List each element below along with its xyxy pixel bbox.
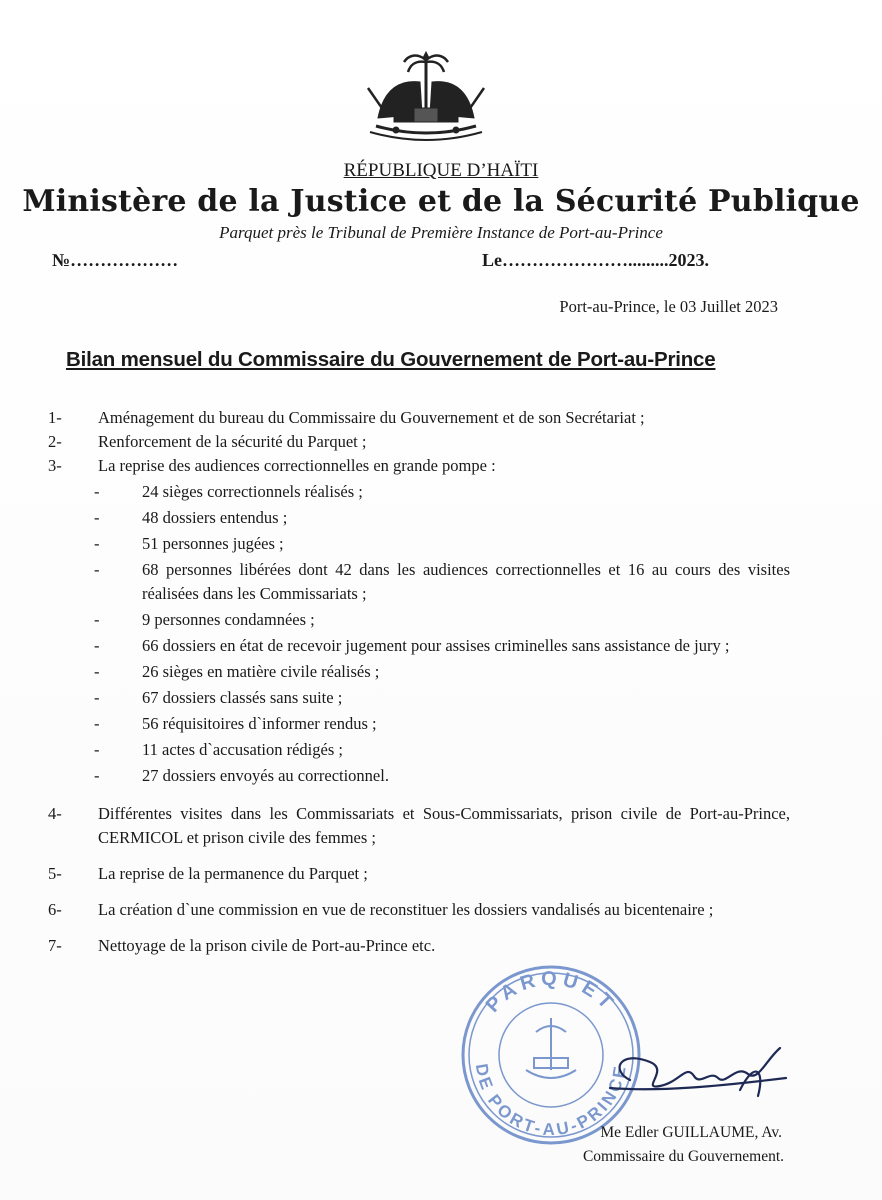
sub-item-text: 27 dossiers envoyés au correctionnel. (142, 766, 389, 785)
sub-item: - 9 personnes condamnées ; (94, 610, 315, 629)
sub-item: - 66 dossiers en état de recevoir jugement pour assises criminelles sans assistance de jury ; (94, 636, 730, 655)
item-number: 7- (48, 936, 62, 955)
list-item (48, 898, 790, 922)
ministry-heading: Ministère de la Justice et de la Sécurité Publique (22, 184, 860, 219)
list-item (48, 406, 790, 430)
item-number: 6- (48, 900, 62, 919)
list-item (48, 802, 790, 850)
sub-item: - 27 dossiers envoyés au correctionnel. (94, 766, 389, 785)
signer-name: Me Edler GUILLAUME, Av. (600, 1124, 782, 1141)
sub-item: - 67 dossiers classés sans suite ; (94, 688, 343, 707)
sub-item-text: 26 sièges en matière civile réalisés ; (142, 662, 380, 681)
sub-item-text: 24 sièges correctionnels réalisés ; (142, 482, 363, 501)
handwritten-signature (590, 1040, 800, 1120)
sub-item-text: 68 personnes libérées dont 42 dans les audiences correctionnelles et 16 au cours des visites réalisées dans les Commissariats ; (142, 560, 790, 603)
item-number: 5- (48, 864, 62, 883)
sub-item-text: 51 personnes jugées ; (142, 534, 284, 553)
stamp-text-bottom: DE PORT-AU-PRINCE (471, 1062, 631, 1140)
sub-item: - 56 réquisitoires d`informer rendus ; (94, 714, 377, 733)
coat-of-arms-emblem (356, 48, 496, 148)
item-number: 1- (48, 408, 62, 427)
item-number: 3- (48, 456, 62, 475)
signer-title: Commissaire du Gouvernement. (582, 1148, 784, 1165)
sub-item: - 68 personnes libérées dont 42 dans les audiences correctionnelles et 16 au cours des visites réalisées dans les Commissariats ; (94, 560, 790, 603)
office-subheading: Parquet près le Tribunal de Première Instance de Port-au-Prince (219, 223, 663, 242)
reference-number: №……………… (52, 250, 179, 270)
item-text: La création d`une commission en vue de reconstituer les dossiers vandalisés au bicentenaire ; (98, 900, 714, 919)
item-text: La reprise de la permanence du Parquet ; (98, 864, 368, 883)
republic-heading: RÉPUBLIQUE D’HAÏTI (343, 160, 539, 181)
item-number: 2- (48, 432, 62, 451)
place-and-date: Port-au-Prince, le 03 Juillet 2023 (559, 297, 778, 316)
reference-date: Le………………….........2023. (482, 250, 709, 270)
sub-list (48, 480, 790, 788)
sub-item-text: 48 dossiers entendus ; (142, 508, 288, 527)
report-list (48, 406, 790, 958)
item-number: 4- (48, 804, 62, 823)
document-title: Bilan mensuel du Commissaire du Gouvernement de Port-au-Prince (66, 348, 716, 371)
sub-item-text: 66 dossiers en état de recevoir jugement pour assises criminelles sans assistance de jury ; (142, 636, 730, 655)
sub-item: - 51 personnes jugées ; (94, 534, 284, 553)
sub-item-text: 56 réquisitoires d`informer rendus ; (142, 714, 377, 733)
item-text: Renforcement de la sécurité du Parquet ; (98, 432, 367, 451)
sub-item: - 24 sièges correctionnels réalisés ; (94, 482, 363, 501)
list-item (48, 430, 790, 454)
sub-item: - 48 dossiers entendus ; (94, 508, 288, 527)
sub-item-text: 67 dossiers classés sans suite ; (142, 688, 343, 707)
stamp-text-top: PARQUET (481, 967, 621, 1017)
item-text: Nettoyage de la prison civile de Port-au-Prince etc. (98, 936, 436, 955)
sub-item: - 26 sièges en matière civile réalisés ; (94, 662, 380, 681)
item-text: Différentes visites dans les Commissariats et Sous-Commissariats, prison civile de Port-au-Prince, CERMICOL et prison civile des femmes ; (98, 804, 790, 847)
list-item (48, 454, 790, 478)
sub-item: - 11 actes d`accusation rédigés ; (94, 740, 343, 759)
svg-text:PARQUET (482, 968, 621, 1017)
sub-item-text: 11 actes d`accusation rédigés ; (142, 740, 343, 759)
list-item (48, 934, 790, 958)
sub-item-text: 9 personnes condamnées ; (142, 610, 315, 629)
item-text: La reprise des audiences correctionnelles en grande pompe : (98, 456, 496, 475)
item-text: Aménagement du bureau du Commissaire du Gouvernement et de son Secrétariat ; (98, 408, 645, 427)
list-item (48, 862, 790, 886)
